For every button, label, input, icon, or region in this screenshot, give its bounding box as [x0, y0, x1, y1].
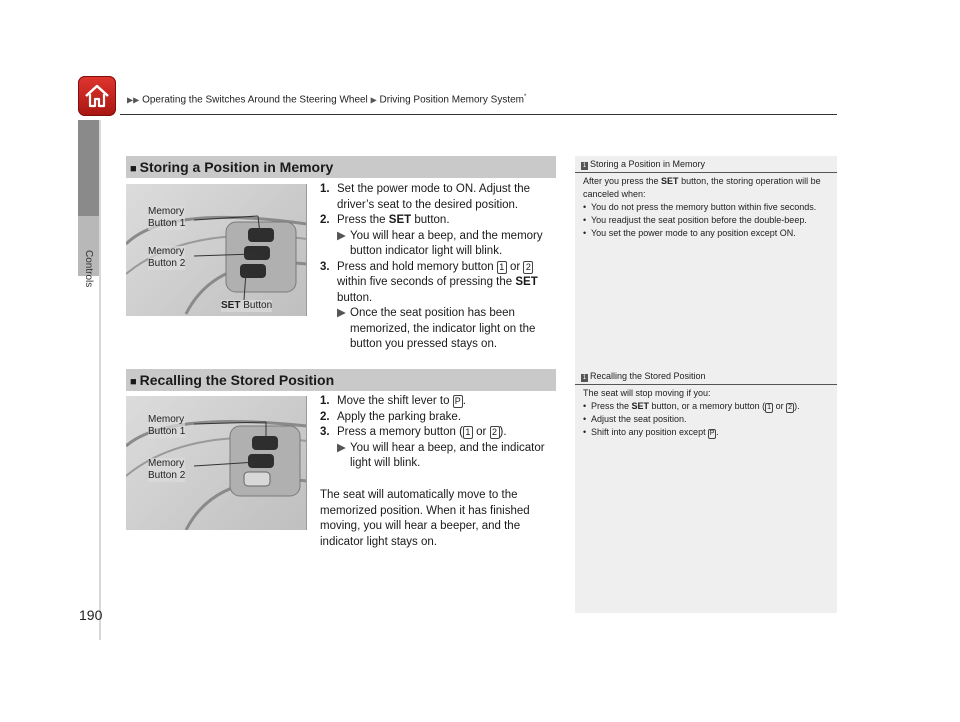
steps-recalling	[320, 394, 560, 472]
breadcrumb-arrow-icon: ▶	[370, 95, 377, 105]
note-intro	[583, 175, 833, 201]
notes-panel	[575, 156, 837, 613]
step-number: 1.	[320, 395, 330, 407]
memory-button-1-shape	[252, 436, 278, 450]
note-text: .	[716, 427, 719, 437]
section-heading-storing	[126, 156, 556, 178]
step-bold: SET	[388, 214, 412, 226]
key-2-icon: 2	[786, 403, 794, 413]
step-text: Move the shift lever to	[337, 395, 453, 407]
note-text: ).	[794, 401, 800, 411]
step-3	[320, 260, 560, 353]
note-bullet: • Adjust the seat position.	[583, 413, 833, 426]
note-text: button, or a memory button (	[649, 401, 766, 411]
result-text: You will hear a beep, and the memory button indicator light will blink.	[350, 229, 543, 257]
step-number: 2.	[320, 410, 330, 423]
breadcrumb-arrow-icon: ▶▶	[127, 95, 140, 105]
result-arrow-icon: ▶	[337, 441, 346, 454]
set-button-shape	[244, 472, 270, 486]
callout-line: Memory	[148, 246, 185, 257]
home-icon	[83, 82, 111, 110]
key-p-icon: P	[454, 396, 461, 406]
section-heading-text: Storing a Position in Memory	[139, 159, 334, 175]
chapter-tab-label: Controls	[83, 250, 94, 288]
step-result	[337, 441, 560, 472]
step-text: button.	[411, 214, 450, 226]
step-text: within five seconds of pressing the	[337, 276, 516, 288]
callout-memory-button-1	[148, 414, 185, 438]
step-result	[337, 306, 560, 353]
memory-button-2-shape	[248, 454, 274, 468]
note-bullet	[583, 426, 833, 439]
callout-line: Button 1	[148, 218, 186, 229]
step-3	[320, 425, 560, 472]
note-text: After you press the	[583, 176, 662, 186]
step-text: ).	[499, 426, 507, 438]
callout-memory-button-2	[148, 246, 185, 270]
note-bullet: • You readjust the seat position before the double-beep.	[583, 214, 833, 227]
result-arrow-icon: ▶	[337, 229, 346, 242]
step-bold: SET	[515, 276, 538, 288]
chapter-tab-controls[interactable]	[80, 250, 96, 330]
note-number-icon: 1	[582, 375, 587, 381]
callout-bold: SET	[221, 300, 241, 311]
square-bullet-icon: ■	[130, 376, 137, 388]
callout-memory-button-1	[148, 206, 185, 230]
callout-line: Button 2	[148, 470, 186, 481]
callout-memory-button-2	[148, 458, 185, 482]
side-tab-marker	[78, 120, 100, 216]
note-divider	[575, 172, 837, 173]
step-text: .	[462, 395, 466, 407]
note-text: or	[773, 401, 787, 411]
result-arrow-icon: ▶	[337, 307, 346, 319]
step-2	[320, 410, 560, 426]
note-bullet: • You do not press the memory button within five seconds.	[583, 201, 833, 214]
key-p-icon: P	[709, 430, 715, 437]
step-text: or	[472, 426, 490, 438]
callout-line: Button 1	[148, 426, 186, 437]
breadcrumb-asterisk: *	[524, 94, 527, 100]
key-2-icon: 2	[523, 261, 533, 274]
step-2	[320, 213, 560, 260]
result-text: Once the seat position has been memorized, the indicator light on the button you pressed stays on.	[350, 307, 536, 350]
key-2-icon: 2	[490, 426, 500, 439]
callout-line: Memory	[148, 206, 185, 217]
step-text: Set the power mode to ON. Adjust the driver’s seat to the desired position.	[337, 183, 531, 211]
page-number: 190	[79, 607, 103, 623]
step-text: Press and hold memory button	[337, 260, 497, 273]
step-number: 2.	[320, 214, 330, 226]
note-title-storing	[581, 159, 705, 170]
key-1-icon: 1	[463, 426, 473, 439]
step-text: Press the	[337, 214, 389, 226]
callout-set-button	[221, 300, 272, 312]
home-button[interactable]	[78, 76, 116, 116]
callout-text: Button	[240, 300, 273, 311]
section-heading-text: Recalling the Stored Position	[139, 372, 335, 388]
callout-line: Memory	[148, 414, 185, 425]
note-title-recalling	[581, 371, 706, 382]
note-text: Shift into any position except	[591, 427, 709, 437]
breadcrumb-current: Driving Position Memory System	[379, 94, 524, 106]
key-1-icon: 1	[765, 403, 773, 413]
step-1	[320, 394, 560, 410]
note-intro: The seat will stop moving if you:	[583, 388, 711, 398]
illustration-storing	[126, 184, 307, 316]
key-1-icon: 1	[497, 261, 507, 274]
note-text: Press the	[591, 401, 632, 411]
recall-paragraph: The seat will automatically move to the memorized position. When it has finished moving, you will hear a beeper, and the indicator light stays on.	[320, 489, 530, 548]
callout-line: Button 2	[148, 258, 186, 269]
memory-button-2-shape	[244, 246, 270, 260]
breadcrumb-link-switches[interactable]: Operating the Switches Around the Steering Wheel	[142, 94, 368, 106]
note-title-text: Storing a Position in Memory	[590, 159, 706, 169]
note-bold: SET	[661, 176, 679, 186]
note-number-icon: 1	[582, 163, 587, 169]
step-text: Apply the parking brake.	[337, 410, 462, 423]
note-title-text: Recalling the Stored Position	[590, 371, 706, 381]
note-body-recalling	[583, 387, 833, 439]
note-text: button, the storing operation will be canceled when:	[583, 176, 821, 199]
steps-storing	[320, 182, 560, 353]
section-heading-recalling	[126, 369, 556, 391]
note-divider	[575, 384, 837, 385]
step-text: or	[506, 260, 524, 273]
step-number: 1.	[320, 183, 330, 195]
header-divider	[120, 114, 837, 115]
illustration-recalling	[126, 396, 307, 530]
side-tab-rule	[99, 120, 101, 640]
note-bold: SET	[631, 401, 650, 411]
step-text: button.	[337, 291, 373, 304]
step-number: 3.	[320, 260, 330, 273]
step-result	[337, 229, 560, 260]
result-text: You will hear a beep, and the indicator light will blink.	[350, 441, 545, 469]
set-button-shape	[240, 264, 266, 278]
note-bullet: • You set the power mode to any position except ON.	[583, 227, 833, 240]
step-1	[320, 182, 560, 213]
note-body-storing	[583, 175, 833, 240]
memory-button-1-shape	[248, 228, 274, 242]
note-bullet	[583, 400, 833, 413]
breadcrumb	[127, 94, 526, 105]
callout-line: Memory	[148, 458, 185, 469]
step-number: 3.	[320, 426, 330, 438]
step-text: Press a memory button (	[337, 426, 463, 438]
square-bullet-icon: ■	[130, 163, 137, 175]
